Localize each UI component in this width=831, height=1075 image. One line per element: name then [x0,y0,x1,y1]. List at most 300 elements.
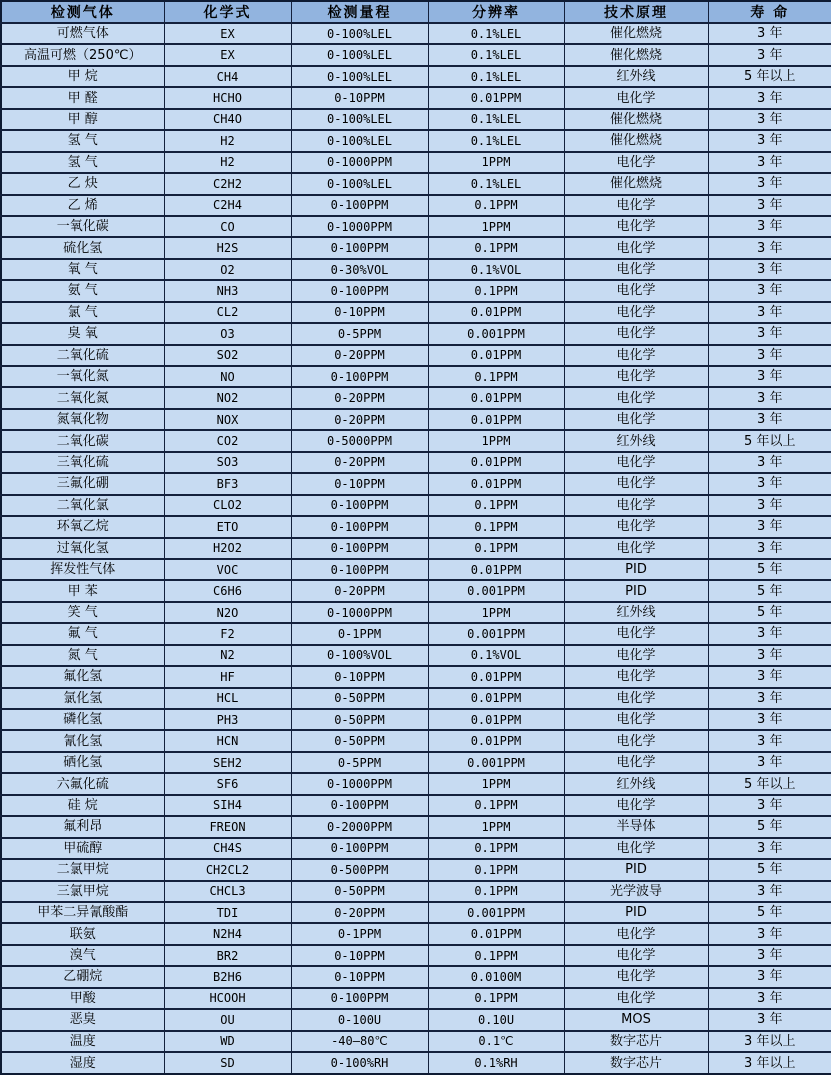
table-cell: 0.1%LEL [428,44,564,65]
table-cell: 红外线 [564,430,708,451]
table-cell: 3 年 [708,152,831,173]
table-cell: 0-100PPM [291,195,428,216]
table-cell: 3 年 [708,538,831,559]
table-cell: 电化学 [564,495,708,516]
table-cell: 0.01PPM [428,923,564,944]
table-cell: NOX [164,409,291,430]
table-cell: 0.1PPM [428,838,564,859]
table-cell: 3 年 [708,623,831,644]
table-cell: 3 年 [708,838,831,859]
table-row [1,902,831,923]
table-cell: 1PPM [428,816,564,837]
table-cell: 0-50PPM [291,688,428,709]
table-cell: HCHO [164,87,291,108]
table-cell: 0.01PPM [428,559,564,580]
table-cell: 0.01PPM [428,409,564,430]
table-cell: CH4S [164,838,291,859]
table-cell: 催化燃烧 [564,23,708,44]
table-row [1,516,831,537]
table-cell: 0-5PPM [291,752,428,773]
table-cell: 3 年 [708,366,831,387]
table-cell: 0-10PPM [291,87,428,108]
table-cell: PH3 [164,709,291,730]
table-cell: SO2 [164,345,291,366]
table-cell: 0-20PPM [291,387,428,408]
table-cell: O2 [164,259,291,280]
table-cell: C2H2 [164,173,291,194]
table-row [1,409,831,430]
table-cell: 1PPM [428,602,564,623]
table-cell: 0.1%LEL [428,173,564,194]
table-cell: 甲硫醇 [1,838,164,859]
table-row [1,709,831,730]
table-cell: 电化学 [564,945,708,966]
table-cell: 0.1PPM [428,495,564,516]
table-cell: 电化学 [564,923,708,944]
table-cell: 0.1PPM [428,988,564,1009]
table-cell: 3 年 [708,87,831,108]
table-cell: 0-10PPM [291,473,428,494]
table-cell: 3 年 [708,1009,831,1030]
table-cell: F2 [164,623,291,644]
table-row [1,1052,831,1074]
table-cell: 氟利昂 [1,816,164,837]
table-cell: 电化学 [564,280,708,301]
column-header: 检测量程 [291,1,428,23]
table-cell: 电化学 [564,259,708,280]
table-cell: 催化燃烧 [564,109,708,130]
table-cell: 0.01PPM [428,688,564,709]
table-cell: 甲 烷 [1,66,164,87]
table-row [1,302,831,323]
table-cell: 电化学 [564,966,708,987]
table-cell: 电化学 [564,516,708,537]
table-cell: 电化学 [564,452,708,473]
table-cell: 湿度 [1,1052,164,1074]
table-cell: ETO [164,516,291,537]
table-cell: PID [564,559,708,580]
table-row [1,538,831,559]
table-cell: 甲苯二异氰酸酯 [1,902,164,923]
table-cell: OU [164,1009,291,1030]
table-cell: 电化学 [564,838,708,859]
table-cell: CLO2 [164,495,291,516]
table-cell: 二氧化硫 [1,345,164,366]
table-cell: 催化燃烧 [564,44,708,65]
table-cell: 0.1%LEL [428,23,564,44]
table-row [1,988,831,1009]
table-cell: 恶臭 [1,1009,164,1030]
table-cell: 二氧化氯 [1,495,164,516]
table-cell: 0-50PPM [291,709,428,730]
table-cell: 0-1000PPM [291,152,428,173]
table-cell: 六氟化硫 [1,773,164,794]
table-cell: 0-100PPM [291,559,428,580]
table-cell: 3 年 [708,709,831,730]
table-cell: 半导体 [564,816,708,837]
table-row [1,152,831,173]
table-cell: 3 年 [708,966,831,987]
table-cell: 5 年 [708,816,831,837]
table-cell: 0.01PPM [428,473,564,494]
table-cell: 硫化氢 [1,237,164,258]
table-cell: B2H6 [164,966,291,987]
table-cell: 5 年以上 [708,430,831,451]
table-cell: H2S [164,237,291,258]
table-cell: 0.0100M [428,966,564,987]
table-cell: 0-100%VOL [291,645,428,666]
table-cell: CH4O [164,109,291,130]
table-cell: 0-100PPM [291,516,428,537]
table-cell: 挥发性气体 [1,559,164,580]
table-cell: 0.01PPM [428,709,564,730]
table-cell: 0.1PPM [428,859,564,880]
table-cell: 电化学 [564,366,708,387]
table-cell: 0.1PPM [428,280,564,301]
table-cell: 5 年 [708,559,831,580]
table-cell: CO2 [164,430,291,451]
table-row [1,859,831,880]
table-cell: 0-100%RH [291,1052,428,1074]
table-cell: 0.1%LEL [428,109,564,130]
table-cell: 0-20PPM [291,580,428,601]
column-header: 寿 命 [708,1,831,23]
table-cell: NH3 [164,280,291,301]
table-cell: 电化学 [564,87,708,108]
table-cell: 催化燃烧 [564,173,708,194]
table-cell: PID [564,580,708,601]
table-cell: 笑 气 [1,602,164,623]
table-cell: 3 年 [708,173,831,194]
table-cell: 溴气 [1,945,164,966]
table-row [1,1031,831,1052]
table-row [1,280,831,301]
table-cell: 0.1%VOL [428,645,564,666]
table-cell: 0.1%LEL [428,130,564,151]
table-cell: HCN [164,730,291,751]
table-cell: 0.1℃ [428,1031,564,1052]
table-cell: 催化燃烧 [564,130,708,151]
table-cell: 乙 烯 [1,195,164,216]
table-row [1,945,831,966]
table-cell: 0-20PPM [291,345,428,366]
table-cell: 0-100PPM [291,795,428,816]
table-cell: 甲 醇 [1,109,164,130]
table-row [1,495,831,516]
table-row [1,387,831,408]
table-cell: HF [164,666,291,687]
table-cell: 3 年 [708,988,831,1009]
table-cell: 0.001PPM [428,323,564,344]
table-cell: 0-100PPM [291,280,428,301]
table-cell: 0.1PPM [428,945,564,966]
table-cell: 电化学 [564,688,708,709]
table-row [1,173,831,194]
table-cell: 三氟化硼 [1,473,164,494]
table-cell: 乙硼烷 [1,966,164,987]
column-header: 化学式 [164,1,291,23]
table-cell: 5 年 [708,902,831,923]
table-cell: 电化学 [564,195,708,216]
table-cell: 3 年 [708,452,831,473]
table-row [1,366,831,387]
table-cell: C6H6 [164,580,291,601]
column-header: 检测气体 [1,1,164,23]
table-cell: 电化学 [564,237,708,258]
table-cell: 电化学 [564,795,708,816]
table-cell: 光学波导 [564,881,708,902]
table-cell: 电化学 [564,302,708,323]
table-cell: CO [164,216,291,237]
table-cell: 三氧化硫 [1,452,164,473]
table-cell: 3 年 [708,795,831,816]
table-cell: 0-1000PPM [291,602,428,623]
table-cell: CH2CL2 [164,859,291,880]
table-cell: 红外线 [564,66,708,87]
table-cell: 0-5000PPM [291,430,428,451]
table-cell: 0-100%LEL [291,130,428,151]
table-cell: 1PPM [428,216,564,237]
table-cell: HCL [164,688,291,709]
table-cell: 5 年 [708,580,831,601]
table-cell: 1PPM [428,430,564,451]
table-cell: 0-100U [291,1009,428,1030]
table-cell: 3 年 [708,730,831,751]
table-cell: 0-100PPM [291,237,428,258]
table-cell: SIH4 [164,795,291,816]
table-cell: 0-100%LEL [291,109,428,130]
table-cell: 红外线 [564,773,708,794]
table-row [1,580,831,601]
table-cell: 0-1000PPM [291,216,428,237]
table-cell: 3 年 [708,130,831,151]
table-cell: 温度 [1,1031,164,1052]
table-cell: 0-1000PPM [291,773,428,794]
table-row [1,473,831,494]
table-row [1,773,831,794]
table-cell: 3 年以上 [708,1052,831,1074]
table-cell: SD [164,1052,291,1074]
table-cell: 氢 气 [1,130,164,151]
table-cell: 3 年 [708,23,831,44]
table-cell: 硒化氢 [1,752,164,773]
table-cell: 磷化氢 [1,709,164,730]
table-cell: O3 [164,323,291,344]
table-cell: 0-10PPM [291,945,428,966]
table-cell: 0-100%LEL [291,23,428,44]
table-row [1,323,831,344]
table-cell: 0-100PPM [291,988,428,1009]
table-cell: 联氨 [1,923,164,944]
table-cell: 电化学 [564,666,708,687]
table-cell: 0.01PPM [428,730,564,751]
table-cell: 三氯甲烷 [1,881,164,902]
table-cell: 高温可燃（250℃） [1,44,164,65]
table-cell: 电化学 [564,473,708,494]
table-cell: 电化学 [564,345,708,366]
table-row [1,430,831,451]
table-cell: 氯化氢 [1,688,164,709]
table-cell: BF3 [164,473,291,494]
table-cell: MOS [564,1009,708,1030]
table-cell: 3 年 [708,387,831,408]
table-cell: 0.01PPM [428,302,564,323]
table-cell: NO2 [164,387,291,408]
table-cell: 3 年 [708,195,831,216]
table-cell: 3 年 [708,259,831,280]
table-row [1,109,831,130]
table-cell: 3 年 [708,237,831,258]
table-cell: H2 [164,152,291,173]
table-cell: 臭 氧 [1,323,164,344]
table-cell: 0.01PPM [428,345,564,366]
table-cell: 0-500PPM [291,859,428,880]
table-cell: N2O [164,602,291,623]
table-cell: 乙 炔 [1,173,164,194]
table-cell: 0.1PPM [428,881,564,902]
table-cell: 3 年 [708,473,831,494]
table-cell: 电化学 [564,216,708,237]
table-cell: 氮氧化物 [1,409,164,430]
table-row [1,838,831,859]
table-cell: 3 年 [708,345,831,366]
table-cell: SO3 [164,452,291,473]
table-cell: NO [164,366,291,387]
table-cell: 0.001PPM [428,752,564,773]
table-cell: 0-50PPM [291,881,428,902]
table-cell: C2H4 [164,195,291,216]
table-cell: 3 年 [708,645,831,666]
table-cell: 0-20PPM [291,409,428,430]
table-row [1,752,831,773]
table-row [1,44,831,65]
table-row [1,345,831,366]
table-row [1,666,831,687]
table-row [1,881,831,902]
table-cell: 0-5PPM [291,323,428,344]
table-cell: 3 年 [708,688,831,709]
table-cell: VOC [164,559,291,580]
table-cell: PID [564,859,708,880]
table-cell: 0-2000PPM [291,816,428,837]
table-cell: N2 [164,645,291,666]
table-cell: EX [164,23,291,44]
table-cell: 一氧化碳 [1,216,164,237]
table-cell: 0.01PPM [428,452,564,473]
table-row [1,66,831,87]
column-header: 技术原理 [564,1,708,23]
table-row [1,602,831,623]
table-cell: 5 年 [708,859,831,880]
table-cell: 电化学 [564,730,708,751]
table-header-row [1,1,831,23]
table-cell: 0-1PPM [291,923,428,944]
table-cell: 0-100%LEL [291,173,428,194]
table-cell: 数字芯片 [564,1052,708,1074]
table-cell: 0.1%VOL [428,259,564,280]
table-cell: 氮 气 [1,645,164,666]
table-cell: 0-10PPM [291,666,428,687]
table-cell: 甲 苯 [1,580,164,601]
table-cell: 电化学 [564,152,708,173]
table-row [1,966,831,987]
table-cell: BR2 [164,945,291,966]
table-cell: 0-100PPM [291,366,428,387]
table-cell: H2O2 [164,538,291,559]
table-cell: 0-100%LEL [291,66,428,87]
table-cell: 3 年 [708,216,831,237]
table-cell: 0.01PPM [428,87,564,108]
table-cell: 过氧化氢 [1,538,164,559]
table-cell: 电化学 [564,538,708,559]
table-row [1,216,831,237]
table-row [1,130,831,151]
table-cell: 5 年以上 [708,66,831,87]
table-header [1,1,831,23]
table-cell: 二氧化氮 [1,387,164,408]
table-cell: 电化学 [564,409,708,430]
table-cell: PID [564,902,708,923]
table-cell: 一氧化氮 [1,366,164,387]
table-cell: 电化学 [564,387,708,408]
table-cell: 氰化氢 [1,730,164,751]
table-cell: 电化学 [564,323,708,344]
table-cell: 红外线 [564,602,708,623]
table-row [1,688,831,709]
table-cell: 3 年 [708,881,831,902]
table-cell: 电化学 [564,752,708,773]
table-row [1,816,831,837]
table-cell: 电化学 [564,645,708,666]
column-header: 分辨率 [428,1,564,23]
table-cell: 0-100%LEL [291,44,428,65]
table-cell: 0-20PPM [291,902,428,923]
table-row [1,623,831,644]
table-cell: 3 年 [708,923,831,944]
table-cell: 0-100PPM [291,495,428,516]
table-cell: 氯 气 [1,302,164,323]
table-cell: 0-100PPM [291,538,428,559]
table-cell: H2 [164,130,291,151]
table-cell: 0-100PPM [291,838,428,859]
table-cell: 二氧化碳 [1,430,164,451]
table-row [1,923,831,944]
table-cell: 氨 气 [1,280,164,301]
table-cell: 0.1%RH [428,1052,564,1074]
table-cell: 1PPM [428,152,564,173]
table-cell: 0.10U [428,1009,564,1030]
table-cell: 甲酸 [1,988,164,1009]
table-cell: 3 年 [708,109,831,130]
table-cell: 0.001PPM [428,623,564,644]
table-cell: EX [164,44,291,65]
table-row [1,87,831,108]
table-cell: 0.01PPM [428,387,564,408]
table-cell: CH4 [164,66,291,87]
table-cell: 1PPM [428,773,564,794]
table-cell: 氢 气 [1,152,164,173]
table-cell: CL2 [164,302,291,323]
table-cell: 0.1PPM [428,237,564,258]
table-cell: 3 年 [708,752,831,773]
table-row [1,1009,831,1030]
table-cell: 5 年 [708,602,831,623]
table-cell: 0.1PPM [428,195,564,216]
table-cell: 电化学 [564,988,708,1009]
table-cell: CHCL3 [164,881,291,902]
table-cell: 0.01PPM [428,666,564,687]
table-row [1,237,831,258]
